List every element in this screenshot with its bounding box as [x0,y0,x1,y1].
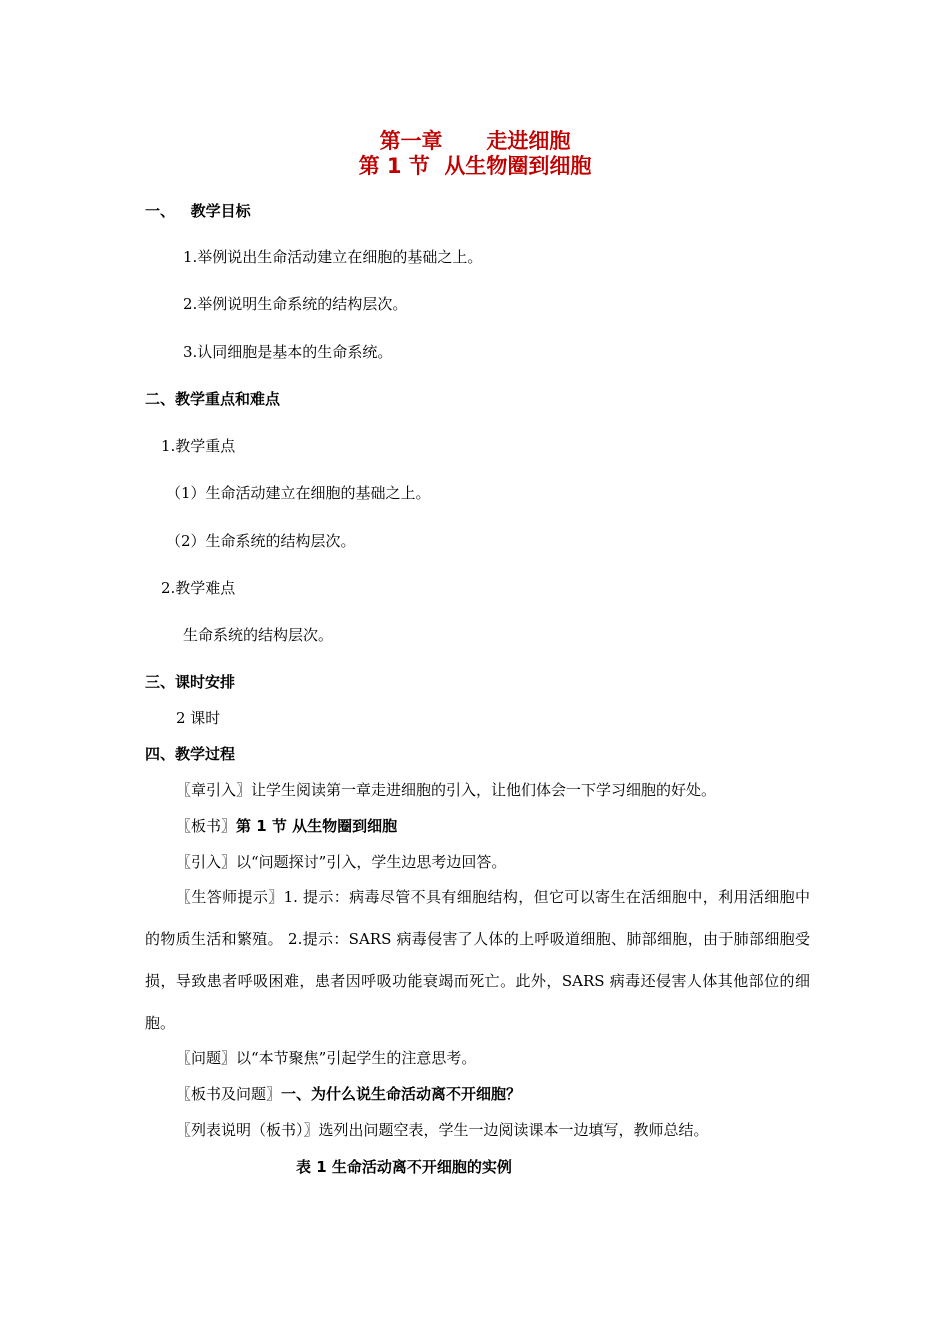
board-question-text: 一、为什么说生命活动离不开细胞？ [281,1085,522,1103]
board-text: 第 1 节 从生物圈到细胞 [236,817,398,835]
section-title: 第 1 节 从生物圈到细胞 [358,154,592,178]
list-note: 〖列表说明（板书）〗选列出问题空表，学生一边阅读课本一边填写，教师总结。 [176,1121,709,1139]
goal-item: 2.举例说明生命系统的结构层次。 [183,295,408,313]
goal-item: 1.举例说出生命活动建立在细胞的基础之上。 [183,248,483,266]
goal-item: 3.认同细胞是基本的生命系统。 [183,343,393,361]
board-label: 〖板书〗 [176,817,237,835]
schedule-value: 2 课时 [176,709,221,727]
board-line [176,815,397,836]
focus-item: （2）生命系统的结构层次。 [166,532,356,550]
heading-goals: 一、 教学目标 [145,202,251,220]
focus-item: （1）生命活动建立在细胞的基础之上。 [166,484,431,502]
table-caption: 表 1 生命活动离不开细胞的实例 [296,1158,512,1176]
heading-schedule: 三、课时安排 [145,673,236,691]
question-line: 〖问题〗以“本节聚焦”引起学生的注意思考。 [176,1049,477,1067]
difficulty-item: 生命系统的结构层次。 [183,626,334,644]
board-question-label: 〖板书及问题〗 [176,1085,282,1103]
heading-process: 四、教学过程 [145,745,236,763]
board-question-line [176,1083,521,1104]
heading-key-points: 二、教学重点和难点 [145,390,281,408]
difficulty-label: 2.教学难点 [161,579,236,597]
chapter-title: 第一章 走进细胞 [379,129,571,153]
lead-in: 〖引入〗以“问题探讨”引入，学生边思考边回答。 [176,853,507,871]
focus-label: 1.教学重点 [161,437,236,455]
chapter-intro: 〖章引入〗让学生阅读第一章走进细胞的引入，让他们体会一下学习细胞的好处。 [176,781,717,799]
answer-paragraph: 〖生答师提示〗1. 提示：病毒尽管不具有细胞结构，但它可以寄生在活细胞中，利用活细胞中的物质生活和繁殖。 2.提示：SARS 病毒侵害了人体的上呼吸道细胞、肺部细胞，由于肺部细胞受损，导致患者呼吸困难，患者因呼吸功能衰竭而死亡。此外，SARS 病毒还侵害人体其他部位的细胞。 [145,888,810,1032]
